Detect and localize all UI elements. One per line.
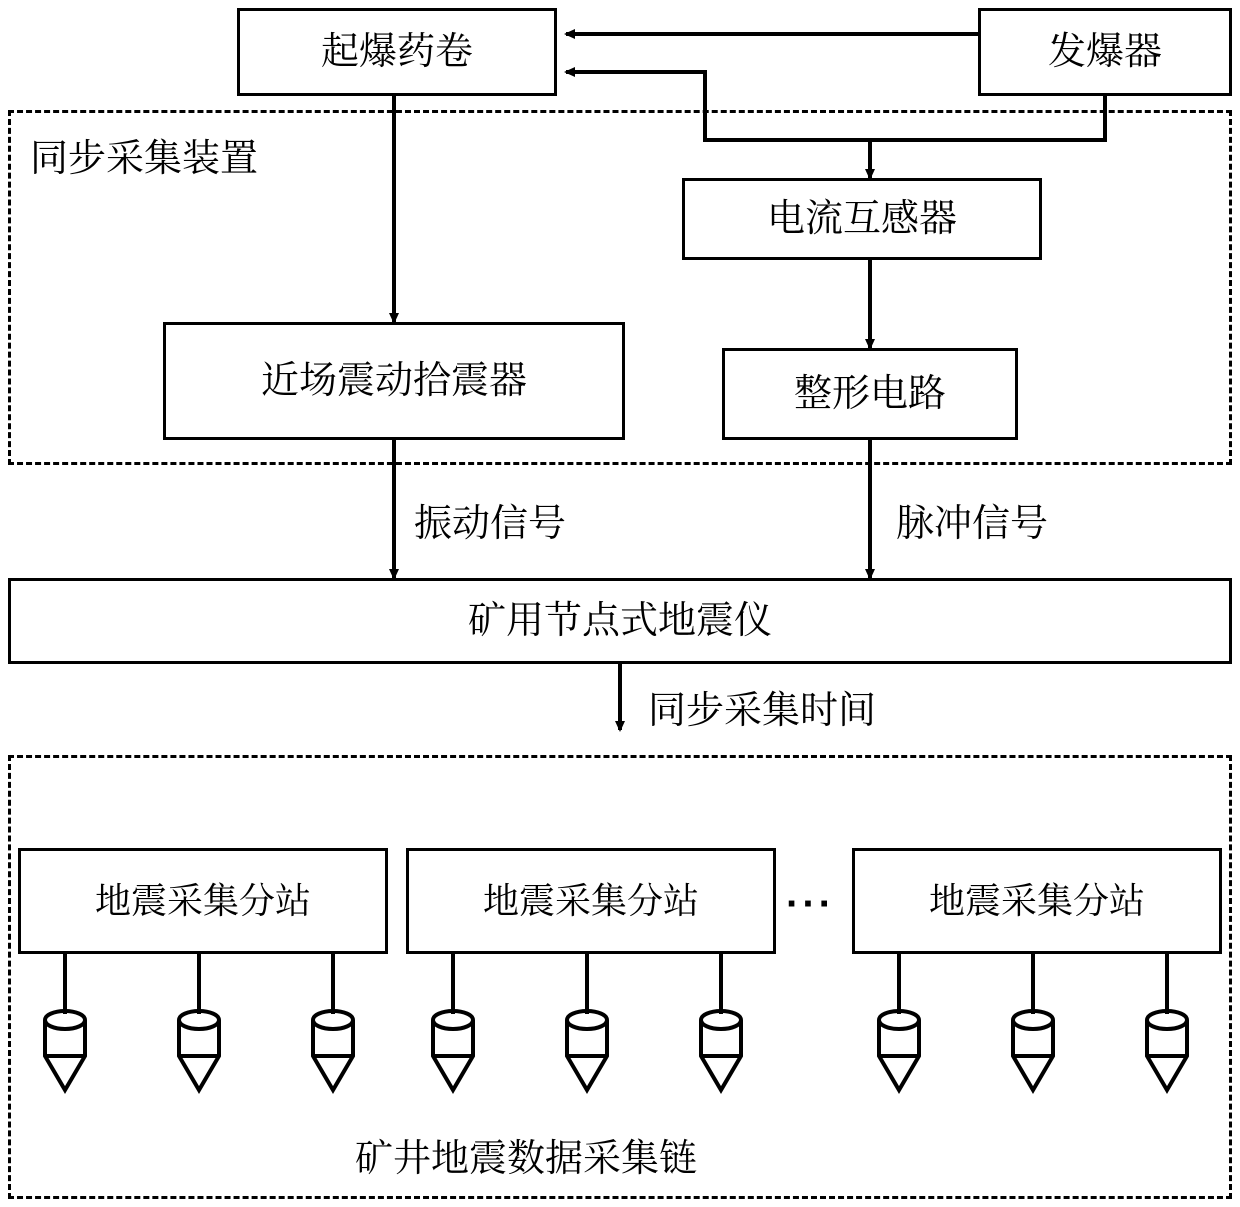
group-acquisition-chain bbox=[8, 755, 1232, 1199]
edge-label-sync-time: 同步采集时间 bbox=[648, 690, 877, 732]
node-substation-2-label: 地震采集分站 bbox=[482, 880, 699, 921]
group-sync-device-label: 同步采集装置 bbox=[30, 138, 259, 180]
node-shaping-circuit-label: 整形电路 bbox=[793, 373, 946, 415]
edge-label-pulse-signal: 脉冲信号 bbox=[896, 503, 1049, 545]
node-blasting-machine bbox=[978, 8, 1232, 96]
node-substation-3-label: 地震采集分站 bbox=[928, 880, 1145, 921]
node-near-field-geophone-label: 近场震动拾震器 bbox=[260, 360, 527, 402]
edge-label-vibration-signal: 振动信号 bbox=[414, 503, 567, 545]
node-detonator-roll-label: 起爆药卷 bbox=[320, 31, 473, 73]
node-substation-2 bbox=[406, 848, 776, 954]
node-near-field-geophone bbox=[163, 322, 625, 440]
node-current-transformer bbox=[682, 178, 1042, 260]
node-shaping-circuit bbox=[722, 348, 1018, 440]
node-substation-3 bbox=[852, 848, 1222, 954]
caption-acquisition-chain: 矿井地震数据采集链 bbox=[355, 1138, 698, 1180]
node-seismograph bbox=[8, 578, 1232, 664]
node-seismograph-label: 矿用节点式地震仪 bbox=[467, 600, 772, 642]
node-blasting-machine-label: 发爆器 bbox=[1047, 31, 1162, 73]
node-substation-1 bbox=[18, 848, 388, 954]
node-detonator-roll bbox=[237, 8, 557, 96]
node-substation-1-label: 地震采集分站 bbox=[94, 880, 311, 921]
substation-ellipsis: ··· bbox=[786, 882, 835, 926]
node-current-transformer-label: 电流互感器 bbox=[766, 198, 957, 240]
